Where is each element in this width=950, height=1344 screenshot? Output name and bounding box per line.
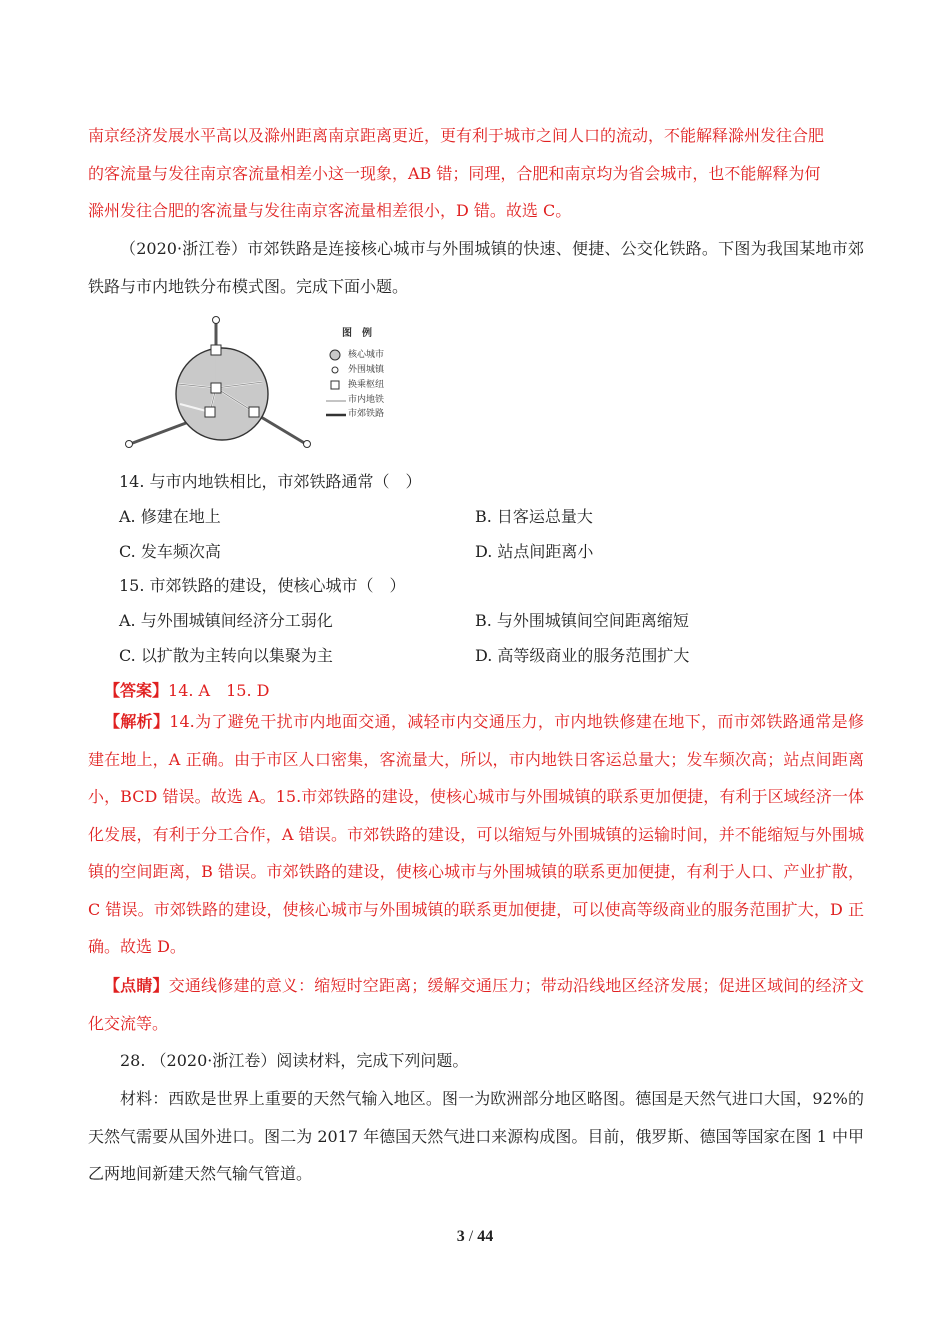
transfer-hub-icon — [211, 383, 221, 393]
core-city-legend-icon — [330, 350, 340, 360]
answer-line — [104, 681, 269, 701]
prev-analysis-line: 南京经济发展水平高以及滁州距离南京距离更近，更有利于城市之间人口的流动，不能解释滁州发往合肥 — [88, 126, 825, 145]
q15-option-d: D. 高等级商业的服务范围扩大 — [475, 646, 690, 665]
legend-symbols — [326, 349, 346, 421]
page-total: 44 — [477, 1228, 494, 1245]
transfer-hub-icon — [249, 407, 259, 417]
answer-tag: 【答案】 — [104, 681, 169, 700]
prev-analysis-paragraph — [88, 117, 864, 230]
page-number — [0, 1228, 950, 1246]
core-city-circle — [176, 348, 268, 440]
prev-analysis-line: 滁州发往合肥的客流量与发往南京客流量相差很小，D 错。故选 C。 — [88, 201, 572, 220]
transfer-hub-legend-icon — [331, 381, 339, 389]
comment-tag: 【点睛】 — [104, 976, 169, 995]
transfer-hub-icon — [205, 407, 215, 417]
legend-title: 图 例 — [342, 328, 372, 339]
peripheral-town-icon — [213, 317, 220, 324]
peripheral-town-icon — [126, 441, 133, 448]
q14-option-b: B. 日客运总量大 — [475, 507, 593, 526]
prev-analysis-line: 的客流量与发往南京客流量相差小这一现象，AB 错；同理，合肥和南京均为省会城市，也不能解释为何 — [88, 163, 821, 183]
page-separator: / — [464, 1228, 478, 1245]
peripheral-town-legend-icon — [332, 367, 338, 373]
legend-suburban-rail: 市郊铁路 — [348, 409, 385, 419]
transfer-hub-icon — [211, 345, 221, 355]
analysis-tag: 【解析】 — [104, 712, 170, 731]
analysis-paragraph — [88, 703, 864, 966]
q14-option-a: A. 修建在地上 — [119, 507, 221, 526]
q28-material: 材料：西欧是世界上重要的天然气输入地区。图一为欧洲部分地区略图。德国是天然气进口大国，92%的天然气需要从国外进口。图二为 2017 年德国天然气进口来源构成图。目前，俄罗斯、德国等国家在图 1 中甲乙两地间新建天然气输气管道。 — [88, 1089, 864, 1183]
legend-transfer-hub: 换乘枢纽 — [348, 380, 385, 390]
peripheral-town-icon — [304, 441, 311, 448]
q15-stem: 15. 市郊铁路的建设，使核心城市（ ） — [119, 576, 406, 595]
comment-text: 交通线修建的意义：缩短时空距离；缓解交通压力；带动沿线地区经济发展；促进区域间的经济文化交流等。 — [88, 976, 864, 1033]
page-current: 3 — [456, 1228, 465, 1245]
legend-core-city: 核心城市 — [348, 350, 385, 360]
q15-option-b: B. 与外围城镇间空间距离缩短 — [475, 611, 689, 630]
analysis-text: 14.为了避免干扰市内地面交通，减轻市内交通压力，市内地铁修建在地下，而市郊铁路通常是修建在地上，A 正确。由于市区人口密集，客流量大，所以，市内地铁日客运总量大；发车频次高；站点间距离小，BCD 错误。故选 A。15.市郊铁路的建设，使核心城市与外围城镇的联系更加便捷，有利于区域经济一体化发展，有利于分工合作，A 错误。市郊铁路的建设，可以缩短与外围城镇的运输时间，并不能缩短与外围城镇的空间距离，B 错误。市郊铁路的建设，使核心城市与外围城镇的联系更加便捷，有利于人口、产业扩散，C 错误。市郊铁路的建设，使核心城市与外围城镇的联系更加便捷，可以使高等级商业的服务范围扩大，D 正确。故选 D。 — [88, 712, 864, 956]
question-intro: （2020·浙江卷）市郊铁路是连接核心城市与外围城镇的快速、便捷、公交化铁路。下图为我国某地市郊铁路与市内地铁分布模式图。完成下面小题。 — [88, 239, 864, 296]
q28-intro: 28. （2020·浙江卷）阅读材料，完成下列问题。 — [120, 1051, 469, 1070]
legend-peripheral-town: 外围城镇 — [348, 365, 385, 375]
q14-option-c: C. 发车频次高 — [119, 542, 221, 561]
suburban-railway-line — [256, 414, 306, 444]
q14-option-d: D. 站点间距离小 — [475, 542, 594, 561]
legend-metro: 市内地铁 — [348, 395, 385, 405]
q15-option-c: C. 以扩散为主转向以集聚为主 — [119, 646, 333, 665]
q15-option-a: A. 与外围城镇间经济分工弱化 — [119, 611, 333, 630]
q14-stem: 14. 与市内地铁相比，市郊铁路通常（ ） — [119, 472, 422, 491]
answer-text: 14. A 15. D — [168, 681, 270, 700]
comment-paragraph — [88, 967, 864, 1042]
